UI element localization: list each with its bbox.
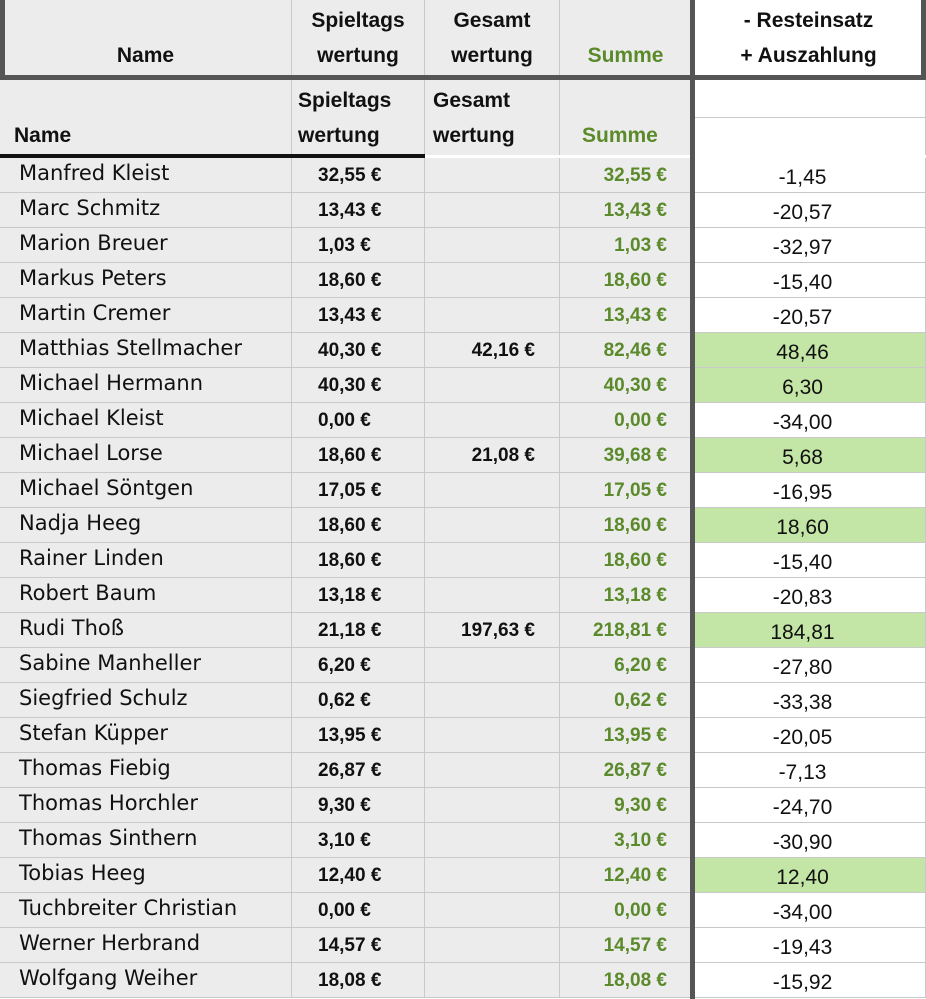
resteinsatz-cell[interactable] xyxy=(692,298,926,333)
header2-rest-gridline xyxy=(692,117,925,118)
name-cell-value: Nadja Heeg xyxy=(19,511,142,535)
spieltagswertung-cell[interactable] xyxy=(292,928,425,963)
summe-cell-value: 13,18 € xyxy=(603,585,667,606)
name-cell[interactable] xyxy=(0,718,292,753)
table-row xyxy=(0,263,926,298)
name-cell[interactable] xyxy=(0,823,292,858)
resteinsatz-cell[interactable] xyxy=(692,823,926,858)
summe-cell[interactable] xyxy=(560,333,692,368)
name-cell-value: Marc Schmitz xyxy=(19,196,161,220)
resteinsatz-cell-value: -15,92 xyxy=(772,971,833,994)
gesamtwertung-cell[interactable] xyxy=(425,508,560,543)
table-row xyxy=(0,718,926,753)
name-cell[interactable] xyxy=(0,158,292,193)
gesamtwertung-cell[interactable] xyxy=(425,333,560,368)
spieltagswertung-cell[interactable] xyxy=(292,718,425,753)
spieltagswertung-cell-value: 18,60 € xyxy=(318,515,382,536)
summe-cell[interactable] xyxy=(560,858,692,893)
spieltagswertung-cell[interactable] xyxy=(292,158,425,193)
name-cell-value: Rudi Thoß xyxy=(19,616,125,640)
resteinsatz-cell-value: -34,00 xyxy=(772,411,833,434)
name-cell[interactable] xyxy=(0,368,292,403)
name-cell-value: Tuchbreiter Christian xyxy=(19,896,238,920)
summe-cell[interactable] xyxy=(560,683,692,718)
gesamtwertung-cell[interactable] xyxy=(425,613,560,648)
table-row xyxy=(0,298,926,333)
name-cell-value: Michael Söntgen xyxy=(19,476,194,500)
summe-cell[interactable] xyxy=(560,298,692,333)
resteinsatz-cell-value: 48,46 xyxy=(776,341,829,364)
summe-cell-value: 32,55 € xyxy=(603,165,667,186)
header-cell-gesamtwertung[interactable] xyxy=(425,0,560,75)
header-name-label: Name xyxy=(116,44,175,67)
header-spieltags-line1: Spieltags xyxy=(311,9,405,32)
resteinsatz-cell[interactable] xyxy=(692,683,926,718)
spieltagswertung-cell-value: 13,95 € xyxy=(318,725,382,746)
resteinsatz-cell-value: 5,68 xyxy=(782,446,823,469)
gesamtwertung-cell-value: 42,16 € xyxy=(471,340,535,361)
resteinsatz-cell[interactable] xyxy=(692,403,926,438)
summe-cell[interactable] xyxy=(560,193,692,228)
spieltagswertung-cell[interactable] xyxy=(292,403,425,438)
spieltagswertung-cell[interactable] xyxy=(292,298,425,333)
name-cell[interactable] xyxy=(0,578,292,613)
resteinsatz-cell[interactable] xyxy=(692,753,926,788)
summe-cell[interactable] xyxy=(560,158,692,193)
resteinsatz-cell[interactable] xyxy=(692,263,926,298)
name-cell-value: Sabine Manheller xyxy=(19,651,202,675)
spieltagswertung-cell[interactable] xyxy=(292,473,425,508)
gesamtwertung-cell[interactable] xyxy=(425,578,560,613)
spieltagswertung-cell-value: 13,43 € xyxy=(318,200,382,221)
name-cell-value: Marion Breuer xyxy=(19,231,168,255)
header2-summe-label: Summe xyxy=(582,124,658,147)
summe-cell-value: 82,46 € xyxy=(603,340,667,361)
spieltagswertung-cell[interactable] xyxy=(292,543,425,578)
gesamtwertung-cell[interactable] xyxy=(425,928,560,963)
name-cell-value: Matthias Stellmacher xyxy=(19,336,242,360)
header2-spieltags-line2: wertung xyxy=(298,124,380,147)
resteinsatz-cell[interactable] xyxy=(692,368,926,403)
summe-cell-value: 13,43 € xyxy=(603,305,667,326)
summe-cell-value: 18,60 € xyxy=(603,550,667,571)
spieltagswertung-cell[interactable] xyxy=(292,193,425,228)
resteinsatz-cell-value: -15,40 xyxy=(772,271,833,294)
resteinsatz-cell-value: -16,95 xyxy=(772,481,833,504)
summe-cell-value: 39,68 € xyxy=(603,445,667,466)
resteinsatz-cell-value: -20,05 xyxy=(772,726,833,749)
resteinsatz-cell[interactable] xyxy=(692,158,926,193)
summe-cell-value: 1,03 € xyxy=(614,235,667,256)
name-cell-value: Michael Kleist xyxy=(19,406,164,430)
resteinsatz-cell[interactable] xyxy=(692,648,926,683)
name-cell-value: Stefan Küpper xyxy=(19,721,168,745)
resteinsatz-cell[interactable] xyxy=(692,543,926,578)
gesamtwertung-cell-value: 197,63 € xyxy=(461,620,535,641)
name-cell[interactable] xyxy=(0,683,292,718)
resteinsatz-cell[interactable] xyxy=(692,893,926,928)
spieltagswertung-cell-value: 0,00 € xyxy=(318,410,371,431)
header-rest-line2: + Auszahlung xyxy=(740,44,877,67)
summe-cell-value: 0,00 € xyxy=(614,900,667,921)
header2-spieltags-line1: Spieltags xyxy=(298,89,392,112)
summe-cell[interactable] xyxy=(560,648,692,683)
table-row xyxy=(0,963,926,998)
resteinsatz-cell[interactable] xyxy=(692,613,926,648)
summe-cell[interactable] xyxy=(560,508,692,543)
name-cell-value: Manfred Kleist xyxy=(19,161,170,185)
table-row xyxy=(0,473,926,508)
name-cell-value: Thomas Horchler xyxy=(19,791,198,815)
name-cell[interactable] xyxy=(0,543,292,578)
spieltagswertung-cell[interactable] xyxy=(292,893,425,928)
frozen-column-divider xyxy=(690,0,695,999)
spieltagswertung-cell[interactable] xyxy=(292,858,425,893)
table-row xyxy=(0,928,926,963)
table-row xyxy=(0,543,926,578)
summe-cell-value: 12,40 € xyxy=(603,865,667,886)
spieltagswertung-cell[interactable] xyxy=(292,368,425,403)
summe-cell[interactable] xyxy=(560,963,692,998)
spieltagswertung-cell[interactable] xyxy=(292,648,425,683)
gesamtwertung-cell[interactable] xyxy=(425,298,560,333)
gesamtwertung-cell[interactable] xyxy=(425,788,560,823)
header2-cell-gesamtwertung[interactable] xyxy=(425,80,560,155)
gesamtwertung-cell[interactable] xyxy=(425,368,560,403)
gesamtwertung-cell[interactable] xyxy=(425,753,560,788)
resteinsatz-cell-value: -34,00 xyxy=(772,901,833,924)
name-cell[interactable] xyxy=(0,438,292,473)
name-cell[interactable] xyxy=(0,298,292,333)
summe-cell-value: 13,95 € xyxy=(603,725,667,746)
name-cell-value: Michael Hermann xyxy=(19,371,204,395)
table-row xyxy=(0,858,926,893)
name-cell-value: Markus Peters xyxy=(19,266,167,290)
name-cell[interactable] xyxy=(0,263,292,298)
spieltagswertung-cell-value: 26,87 € xyxy=(318,760,382,781)
resteinsatz-cell[interactable] xyxy=(692,788,926,823)
name-cell[interactable] xyxy=(0,333,292,368)
summe-cell[interactable] xyxy=(560,368,692,403)
summe-cell-value: 14,57 € xyxy=(603,935,667,956)
left-border xyxy=(0,0,5,80)
table-row xyxy=(0,683,926,718)
summe-cell-value: 18,60 € xyxy=(603,515,667,536)
spieltagswertung-cell[interactable] xyxy=(292,753,425,788)
name-cell-value: Tobias Heeg xyxy=(19,861,146,885)
summe-cell-value: 6,20 € xyxy=(614,655,667,676)
gesamtwertung-cell[interactable] xyxy=(425,473,560,508)
spieltagswertung-cell[interactable] xyxy=(292,823,425,858)
spieltagswertung-cell-value: 18,08 € xyxy=(318,970,382,991)
name-cell[interactable] xyxy=(0,228,292,263)
spieltagswertung-cell-value: 9,30 € xyxy=(318,795,371,816)
summe-cell[interactable] xyxy=(560,473,692,508)
resteinsatz-cell-value: -7,13 xyxy=(778,761,827,784)
resteinsatz-cell[interactable] xyxy=(692,963,926,998)
header2-cell-summe[interactable] xyxy=(560,80,692,155)
spieltagswertung-cell-value: 40,30 € xyxy=(318,375,382,396)
spieltagswertung-cell[interactable] xyxy=(292,788,425,823)
name-cell[interactable] xyxy=(0,648,292,683)
header-cell-spieltagswertung[interactable] xyxy=(292,0,425,75)
resteinsatz-cell-value: -30,90 xyxy=(772,831,833,854)
header2-cell-name[interactable] xyxy=(0,80,292,155)
spieltagswertung-cell-value: 13,18 € xyxy=(318,585,382,606)
spieltagswertung-cell-value: 0,62 € xyxy=(318,690,371,711)
spieltagswertung-cell-value: 32,55 € xyxy=(318,165,382,186)
resteinsatz-cell[interactable] xyxy=(692,718,926,753)
summe-cell-value: 13,43 € xyxy=(603,200,667,221)
resteinsatz-cell-value: 184,81 xyxy=(770,621,835,644)
table-row xyxy=(0,368,926,403)
resteinsatz-cell-value: -32,97 xyxy=(772,236,833,259)
spieltagswertung-cell-value: 18,60 € xyxy=(318,550,382,571)
name-cell-value: Martin Cremer xyxy=(19,301,171,325)
summe-cell[interactable] xyxy=(560,228,692,263)
header2-cell-spieltagswertung[interactable] xyxy=(292,80,425,155)
resteinsatz-cell-value: -1,45 xyxy=(778,166,827,189)
resteinsatz-cell-value: 12,40 xyxy=(776,866,829,889)
table-row xyxy=(0,893,926,928)
spieltagswertung-cell[interactable] xyxy=(292,228,425,263)
header2-gesamt-line2: wertung xyxy=(433,124,515,147)
name-cell-value: Rainer Linden xyxy=(19,546,164,570)
spieltagswertung-cell-value: 1,03 € xyxy=(318,235,371,256)
gesamtwertung-cell[interactable] xyxy=(425,893,560,928)
table-row xyxy=(0,228,926,263)
resteinsatz-cell-value: -27,80 xyxy=(772,656,833,679)
header-spieltags-line2: wertung xyxy=(317,44,399,67)
summe-cell[interactable] xyxy=(560,788,692,823)
resteinsatz-cell-value: -20,83 xyxy=(772,586,833,609)
resteinsatz-cell-value: -19,43 xyxy=(772,936,833,959)
name-cell-value: Wolfgang Weiher xyxy=(19,966,198,990)
right-border xyxy=(921,0,926,80)
summe-cell[interactable] xyxy=(560,438,692,473)
spieltagswertung-cell-value: 0,00 € xyxy=(318,900,371,921)
name-cell[interactable] xyxy=(0,893,292,928)
name-cell[interactable] xyxy=(0,928,292,963)
table-row xyxy=(0,613,926,648)
name-cell-value: Michael Lorse xyxy=(19,441,163,465)
table-row xyxy=(0,788,926,823)
resteinsatz-cell-value: 18,60 xyxy=(776,516,829,539)
resteinsatz-cell-value: -20,57 xyxy=(772,201,833,224)
resteinsatz-cell[interactable] xyxy=(692,193,926,228)
spieltagswertung-cell-value: 40,30 € xyxy=(318,340,382,361)
name-cell-value: Robert Baum xyxy=(19,581,157,605)
header-gesamt-line2: wertung xyxy=(451,44,533,67)
spieltagswertung-cell-value: 14,57 € xyxy=(318,935,382,956)
summe-cell-value: 18,60 € xyxy=(603,270,667,291)
spieltagswertung-cell-value: 18,60 € xyxy=(318,445,382,466)
summe-cell[interactable] xyxy=(560,403,692,438)
gesamtwertung-cell[interactable] xyxy=(425,963,560,998)
summe-cell[interactable] xyxy=(560,578,692,613)
header2-name-label: Name xyxy=(14,124,72,147)
summe-cell-value: 0,00 € xyxy=(614,410,667,431)
summe-cell-value: 26,87 € xyxy=(603,760,667,781)
table-row xyxy=(0,158,926,193)
resteinsatz-cell[interactable] xyxy=(692,473,926,508)
name-cell[interactable] xyxy=(0,508,292,543)
name-cell[interactable] xyxy=(0,788,292,823)
spieltagswertung-cell[interactable] xyxy=(292,508,425,543)
resteinsatz-cell[interactable] xyxy=(692,928,926,963)
gesamtwertung-cell[interactable] xyxy=(425,718,560,753)
gesamtwertung-cell[interactable] xyxy=(425,193,560,228)
resteinsatz-cell-value: -33,38 xyxy=(772,691,833,714)
resteinsatz-cell-value: 6,30 xyxy=(782,376,823,399)
resteinsatz-cell[interactable] xyxy=(692,578,926,613)
spieltagswertung-cell-value: 3,10 € xyxy=(318,830,371,851)
table-row xyxy=(0,193,926,228)
summe-cell[interactable] xyxy=(560,263,692,298)
table-row xyxy=(0,823,926,858)
header-cell-name[interactable] xyxy=(0,0,292,75)
gesamtwertung-cell[interactable] xyxy=(425,648,560,683)
name-cell[interactable] xyxy=(0,613,292,648)
resteinsatz-cell-value: -15,40 xyxy=(772,551,833,574)
name-cell-value: Thomas Fiebig xyxy=(19,756,171,780)
summe-cell-value: 18,08 € xyxy=(603,970,667,991)
header2-cell-rest[interactable] xyxy=(692,80,926,155)
summe-cell[interactable] xyxy=(560,613,692,648)
resteinsatz-cell[interactable] xyxy=(692,438,926,473)
name-cell[interactable] xyxy=(0,403,292,438)
table-row xyxy=(0,753,926,788)
name-cell[interactable] xyxy=(0,753,292,788)
gesamtwertung-cell[interactable] xyxy=(425,228,560,263)
gesamtwertung-cell[interactable] xyxy=(425,543,560,578)
header-cell-resteinsatz[interactable] xyxy=(692,0,926,75)
summe-cell[interactable] xyxy=(560,823,692,858)
summe-cell[interactable] xyxy=(560,718,692,753)
header-rest-line1: - Resteinsatz xyxy=(743,9,874,32)
spieltagswertung-cell[interactable] xyxy=(292,683,425,718)
summe-cell[interactable] xyxy=(560,543,692,578)
spieltagswertung-cell-value: 6,20 € xyxy=(318,655,371,676)
resteinsatz-cell-value: -24,70 xyxy=(772,796,833,819)
spieltagswertung-cell-value: 17,05 € xyxy=(318,480,382,501)
table-row xyxy=(0,508,926,543)
resteinsatz-cell[interactable] xyxy=(692,508,926,543)
header-summe-label: Summe xyxy=(587,44,664,67)
header2-gesamt-line1: Gesamt xyxy=(433,89,511,112)
header-gesamt-line1: Gesamt xyxy=(453,9,531,32)
table-row xyxy=(0,438,926,473)
spieltagswertung-cell[interactable] xyxy=(292,438,425,473)
table-row xyxy=(0,333,926,368)
gesamtwertung-cell[interactable] xyxy=(425,403,560,438)
spieltagswertung-cell[interactable] xyxy=(292,613,425,648)
spieltagswertung-cell[interactable] xyxy=(292,963,425,998)
spieltagswertung-cell[interactable] xyxy=(292,333,425,368)
gesamtwertung-cell-value: 21,08 € xyxy=(471,445,535,466)
header-cell-summe[interactable] xyxy=(560,0,692,75)
spieltagswertung-cell-value: 21,18 € xyxy=(318,620,382,641)
summe-cell-value: 0,62 € xyxy=(614,690,667,711)
name-cell-value: Werner Herbrand xyxy=(19,931,201,955)
name-cell[interactable] xyxy=(0,858,292,893)
spieltagswertung-cell[interactable] xyxy=(292,578,425,613)
gesamtwertung-cell[interactable] xyxy=(425,683,560,718)
name-cell[interactable] xyxy=(0,193,292,228)
summe-cell-value: 40,30 € xyxy=(603,375,667,396)
spieltagswertung-cell-value: 12,40 € xyxy=(318,865,382,886)
spieltagswertung-cell-value: 18,60 € xyxy=(318,270,382,291)
gesamtwertung-cell[interactable] xyxy=(425,263,560,298)
summe-cell[interactable] xyxy=(560,928,692,963)
summe-cell-value: 3,10 € xyxy=(614,830,667,851)
gesamtwertung-cell[interactable] xyxy=(425,438,560,473)
spieltagswertung-cell-value: 13,43 € xyxy=(318,305,382,326)
table-row xyxy=(0,403,926,438)
summe-cell[interactable] xyxy=(560,893,692,928)
table-row xyxy=(0,578,926,613)
name-cell[interactable] xyxy=(0,963,292,998)
gesamtwertung-cell[interactable] xyxy=(425,823,560,858)
name-cell[interactable] xyxy=(0,473,292,508)
table-row xyxy=(0,648,926,683)
resteinsatz-cell[interactable] xyxy=(692,228,926,263)
resteinsatz-cell-value: -20,57 xyxy=(772,306,833,329)
name-cell-value: Thomas Sinthern xyxy=(19,826,198,850)
spieltagswertung-cell[interactable] xyxy=(292,263,425,298)
name-cell-value: Siegfried Schulz xyxy=(19,686,188,710)
summe-cell-value: 17,05 € xyxy=(603,480,667,501)
summe-cell-value: 218,81 € xyxy=(593,620,667,641)
summe-cell-value: 9,30 € xyxy=(614,795,667,816)
summe-cell[interactable] xyxy=(560,753,692,788)
gesamtwertung-cell[interactable] xyxy=(425,858,560,893)
resteinsatz-cell[interactable] xyxy=(692,858,926,893)
gesamtwertung-cell[interactable] xyxy=(425,158,560,193)
resteinsatz-cell[interactable] xyxy=(692,333,926,368)
